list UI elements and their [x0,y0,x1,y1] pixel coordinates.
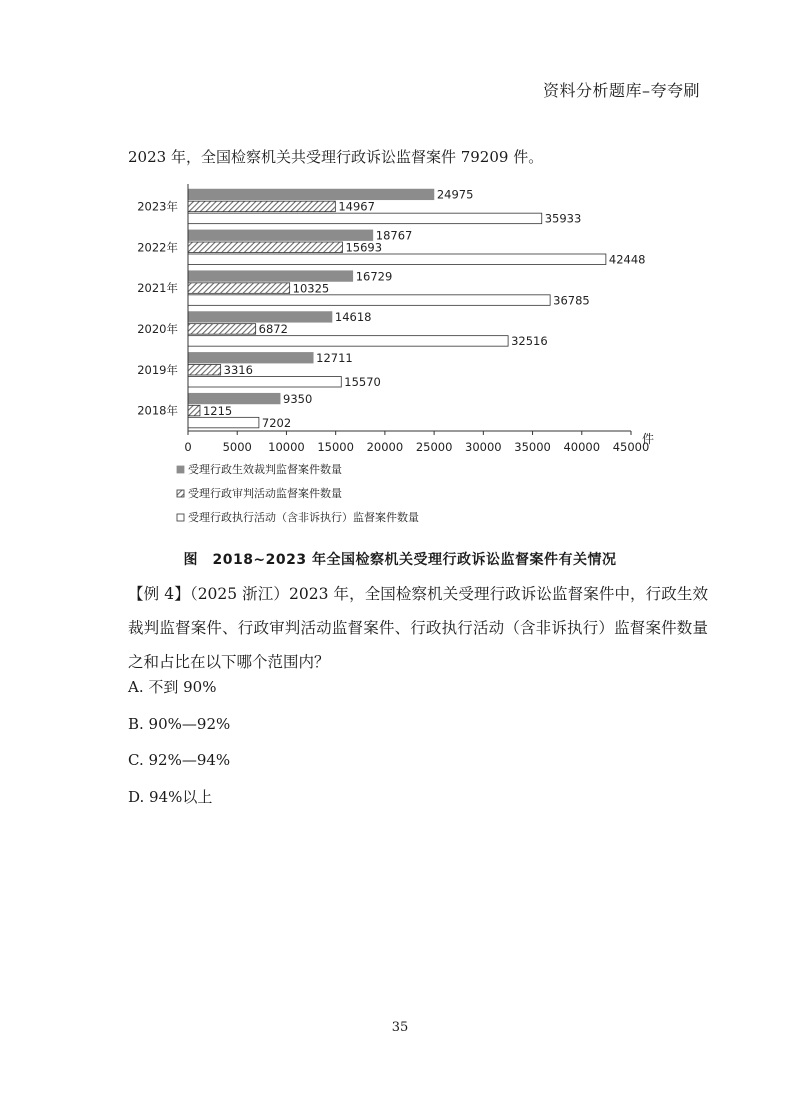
data-label: 18767 [375,228,413,243]
data-label: 3316 [223,363,253,377]
answer-options [128,675,230,821]
page-header: 资料分析题库–夸夸刷 [542,81,700,100]
bar [188,230,373,241]
legend-label: 受理行政审判活动监督案件数量 [188,487,342,500]
bar [188,254,606,265]
bar [188,213,542,224]
legend-swatch [177,514,184,521]
bar [188,295,550,306]
bar [188,365,221,376]
category-label: 2020年 [137,321,178,336]
bar-chart [120,178,680,544]
x-tick-label: 10000 [268,440,305,454]
data-label: 10325 [292,281,330,296]
data-label: 16729 [355,269,393,284]
bar [188,324,256,335]
intro-text: 2023 年，全国检察机关共受理行政诉讼监督案件 79209 件。 [128,148,544,166]
legend-label: 受理行政执行活动（含非诉执行）监督案件数量 [188,511,419,524]
bar [188,336,508,347]
data-label: 12711 [316,351,353,365]
legend-swatch [177,490,184,497]
category-label: 2018年 [137,403,178,418]
data-label: 42448 [608,252,646,267]
bar [188,353,313,364]
bar [188,377,341,388]
x-tick-label: 25000 [415,440,453,454]
legend-label: 受理行政生效裁判监督案件数量 [188,463,342,476]
category-label: 2021年 [137,281,178,296]
bar [188,242,342,253]
option-c[interactable]: C. 92%—94% [128,751,231,769]
data-label: 6872 [258,322,288,337]
bar [188,201,335,211]
data-label: 15693 [345,240,383,255]
x-tick-label: 20000 [366,440,404,454]
data-label: 7202 [261,415,292,430]
option-d[interactable]: D. 94%以上 [128,787,213,806]
data-label: 14967 [338,199,375,214]
bar [188,405,200,416]
bar [188,312,332,323]
data-label: 1215 [202,403,233,418]
data-label: 24975 [436,187,474,202]
x-tick-label: 5000 [222,440,252,454]
x-tick-label: 0 [184,440,192,454]
question-text: 【例 4】（2025 浙江）2023 年，全国检察机关受理行政诉讼监督案件中，行政生效裁判监督案件、行政审判活动监督案件、行政执行活动（含非诉执行）监督案件数量之和占比在以下哪个范围内？ [128,585,708,671]
x-tick-label: 45000 [612,440,650,454]
category-label: 2022年 [137,240,178,255]
bar [188,393,280,404]
page-number: 35 [391,1020,409,1035]
bar [188,189,434,200]
category-label: 2023年 [137,199,178,214]
data-label: 14618 [334,310,372,325]
x-tick-label: 15000 [317,440,354,454]
x-tick-label: 40000 [563,440,601,454]
x-tick-label: 30000 [465,440,502,454]
data-label: 36785 [553,293,590,308]
data-label: 9350 [283,391,313,406]
bar [188,417,259,428]
x-unit-label: 件 [641,432,655,446]
x-tick-label: 35000 [514,440,551,454]
figure-caption: 图 2018~2023 年全国检察机关受理行政诉讼监督案件有关情况 [183,552,617,568]
option-a[interactable]: A. 不到 90% [128,678,217,696]
data-label: 35933 [544,211,582,226]
legend-swatch [177,466,184,473]
data-label: 32516 [511,334,548,349]
option-b[interactable]: B. 90%—92% [128,714,231,733]
data-label: 15570 [344,375,381,389]
bar [188,271,353,282]
bar [188,283,290,294]
category-label: 2019年 [137,362,178,377]
